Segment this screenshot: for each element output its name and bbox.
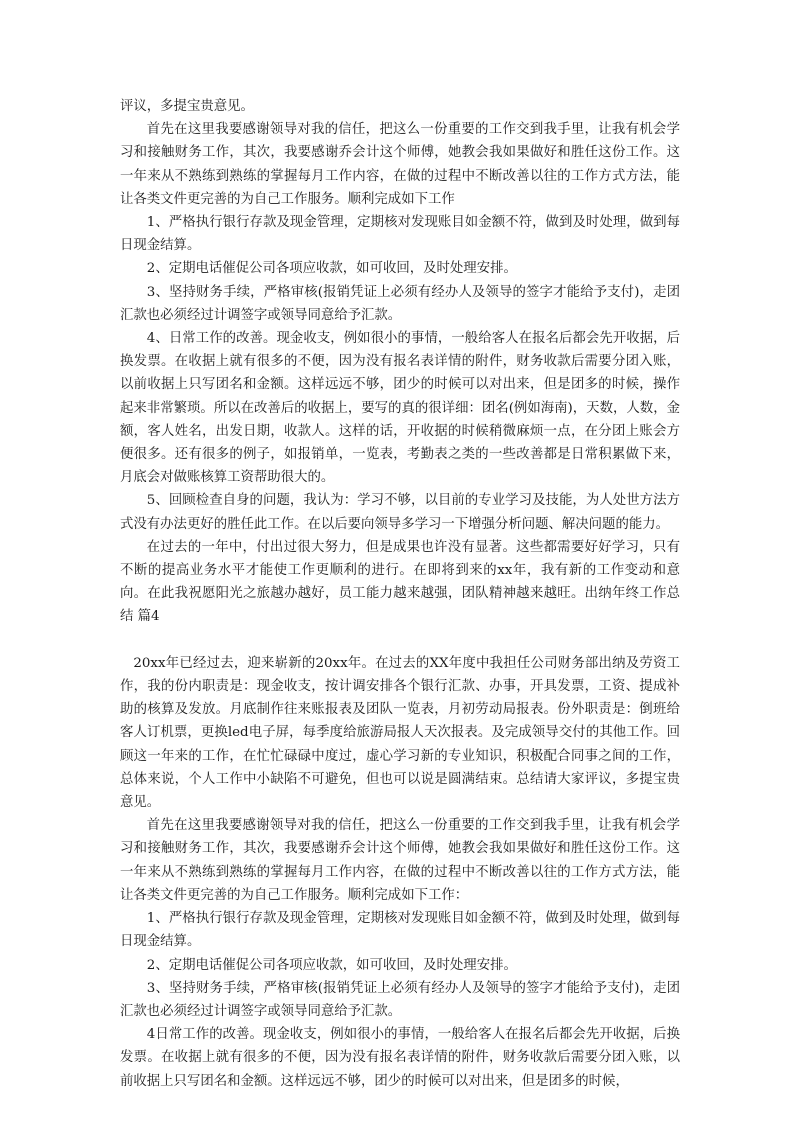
paragraph-intro: 20xx年已经过去，迎来崭新的20xx年。在过去的XX年度中我担任公司财务部出纳及劳资工作，我的份内职责是：现金收支，按计调安排各个银行汇款、办事，开具发票，工资、提成补助的核算及发放。月底制作往来账报表及团队一览表，月初劳动局报表。份外职责是：倒班给客人订机票，更换led电子屏，每季度给旅游局报人天次报表。及完成领导交付的其他工作。回顾这一年来的工作，在忙忙碌碌中度过，虚心学习新的专业知识，积极配合同事之间的工作，总体来说，个人工作中小缺陷不可避免，但也可以说是圆满结束。总结请大家评议，多提宝贵意见。: [120, 655, 680, 811]
list-item-1: 1、严格执行银行存款及现金管理，定期核对发现账目如金额不符，做到及时处理，做到每日现金结算。: [120, 215, 680, 254]
list-item-4: 4、日常工作的改善。现金收支，例如很小的事情，一般给客人在报名后都会先开收据，后换发票。在收据上就有很多的不便，因为没有报名表详情的附件，财务收款后需要分团入账，以前收据上只写团名和金额。这样远远不够，团少的时候可以对出来，但是团多的时候，操作起来非常繁琐。所以在改善后的收据上，要写的真的很详细：团名(例如海南)，天数，人数，金额，客人姓名，出发日期，收款人。这样的话，开收据的时候稍微麻烦一点，在分团上账会方便很多。还有很多的例子，如报销单，一览表，考勤表之类的一些改善都是日常积累做下来，月底会对做账核算工资帮助很大的。: [120, 331, 680, 486]
section-gap: [120, 629, 680, 652]
list-item-2-2: 2、定期电话催促公司各项应收款，如可收回，及时处理安排。: [146, 957, 517, 973]
paragraph-opening: 评议，多提宝贵意见。: [120, 99, 254, 114]
paragraph-thanks-2: 首先在这里我要感谢领导对我的信任，把这么一份重要的工作交到我手里，让我有机会学习和接触财务工作，其次，我要感谢乔会计这个师傅，她教会我如果做好和胜任这份工作。这一年来从不熟练到熟练的掌握每月工作内容，在做的过程中不断改善以往的工作方式方法，能让各类文件更完善的为自己工作服务。顺利完成如下工作：: [120, 818, 680, 903]
list-item-2: 2、定期电话催促公司各项应收款，如可收回，及时处理安排。: [146, 261, 517, 277]
list-item-4-2: 4日常工作的改善。现金收支，例如很小的事情，一般给客人在报名后都会先开收据，后换发票。在收据上就有很多的不便，因为没有报名表详情的附件，财务收款后需要分团入账，以前收据上只写团名和金额。这样远远不够，团少的时候可以对出来，但是团多的时候，: [120, 1027, 680, 1089]
document-page: [120, 95, 680, 1093]
list-item-3: 3、坚持财务手续，严格审核(报销凭证上必须有经办人及领导的签字才能给予支付)，走团汇款也必须经过计调签字或领导同意给予汇款。: [120, 284, 680, 323]
list-item-1-2: 1、严格执行银行存款及现金管理，定期核对发现账目如金额不符，做到及时处理，做到每日现金结算。: [120, 911, 680, 950]
paragraph-closing: 在过去的一年中，付出过很大努力，但是成果也许没有显著。这些都需要好好学习，只有不断的提高业务水平才能使工作更顺利的进行。在即将到来的xx年，我有新的工作变动和意向。在此我祝愿阳光之旅越办越好，员工能力越来越强，团队精神越来越旺。出纳年终工作总结 篇4: [120, 539, 680, 625]
list-item-5: 5、回顾检查自身的问题，我认为：学习不够，以目前的专业学习及技能，为人处世方法方式没有办法更好的胜任此工作。在以后要向领导多学习一下增强分析问题、解决问题的能力。: [120, 493, 680, 532]
list-item-3-2: 3、坚持财务手续，严格审核(报销凭证上必须有经办人及领导的签字才能给予支付)，走团汇款也必须经过计调签字或领导同意给予汇款。: [120, 980, 680, 1019]
paragraph-thanks: 首先在这里我要感谢领导对我的信任，把这么一份重要的工作交到我手里，让我有机会学习和接触财务工作，其次，我要感谢乔会计这个师傅，她教会我如果做好和胜任这份工作。这一年来从不熟练到熟练的掌握每月工作内容，在做的过程中不断改善以往的工作方式方法，能让各类文件更完善的为自己工作服务。顺利完成如下工作: [120, 122, 680, 207]
